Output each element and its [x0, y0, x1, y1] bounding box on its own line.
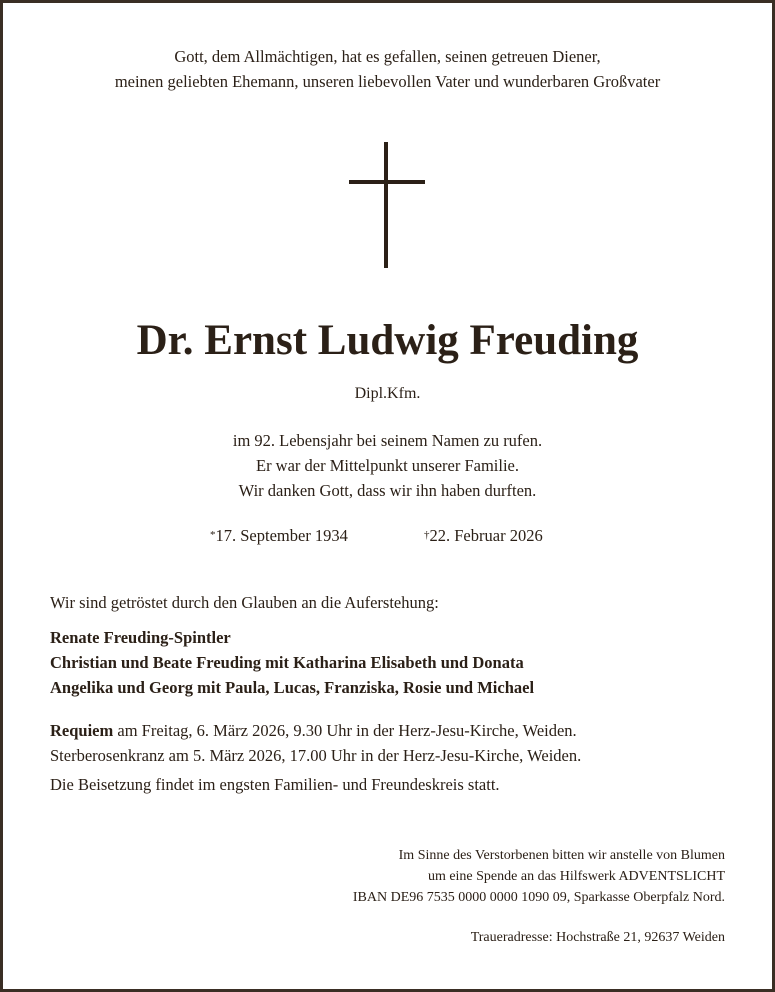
donation-line: um eine Spende an das Hilfswerk ADVENTSLICHT — [427, 869, 725, 884]
consolation-text: Wir sind getröstet durch den Glauben an die Auferstehung: — [50, 593, 439, 612]
intro-line: meinen geliebten Ehemann, unseren liebevollen Vater und wunderbaren Großvater — [114, 72, 661, 91]
donation-request — [353, 845, 725, 908]
verse-line: Wir danken Gott, dass wir ihn haben durften. — [238, 481, 537, 500]
mourning-address: Traueradresse: Hochstraße 21, 92637 Weiden — [470, 930, 725, 945]
requiem-line — [50, 718, 581, 743]
birth-date-text: 17. September 1934 — [215, 526, 348, 545]
death-date-text: 22. Februar 2026 — [429, 526, 543, 545]
burial-text: Die Beisetzung findet im engsten Familien- und Freundeskreis statt. — [50, 775, 500, 794]
death-date — [424, 526, 543, 546]
donation-line: Im Sinne des Verstorbenen bitten wir anstelle von Blumen — [398, 848, 725, 863]
service-info — [50, 718, 581, 768]
verse-line: im 92. Lebensjahr bei seinem Namen zu rufen. — [232, 431, 543, 450]
mourner: Angelika und Georg mit Paula, Lucas, Franziska, Rosie und Michael — [50, 678, 535, 697]
birth-date — [210, 526, 348, 546]
requiem-text: am Freitag, 6. März 2026, 9.30 Uhr in der Herz-Jesu-Kirche, Weiden. — [113, 721, 577, 740]
deceased-name: Dr. Ernst Ludwig Freuding — [136, 317, 639, 364]
death-symbol: † — [424, 529, 430, 541]
mourner: Renate Freuding-Spintler — [50, 628, 231, 647]
intro-text — [0, 44, 775, 94]
mourners-list — [50, 625, 534, 700]
deceased-title: Dipl.Kfm. — [354, 385, 421, 402]
donation-line: IBAN DE96 7535 0000 0000 1090 09, Sparkasse Oberpfalz Nord. — [352, 890, 725, 905]
rosary-line: Sterberosenkranz am 5. März 2026, 17.00 Uhr in der Herz-Jesu-Kirche, Weiden. — [50, 746, 582, 765]
mourner: Christian und Beate Freuding mit Katharina Elisabeth und Donata — [50, 653, 524, 672]
intro-line: Gott, dem Allmächtigen, hat es gefallen, seinen getreuen Diener, — [174, 47, 601, 66]
cross-icon — [349, 142, 425, 268]
verse-text — [0, 428, 775, 503]
requiem-label: Requiem — [50, 721, 114, 740]
verse-line: Er war der Mittelpunkt unserer Familie. — [255, 456, 519, 475]
birth-symbol: * — [210, 529, 216, 541]
